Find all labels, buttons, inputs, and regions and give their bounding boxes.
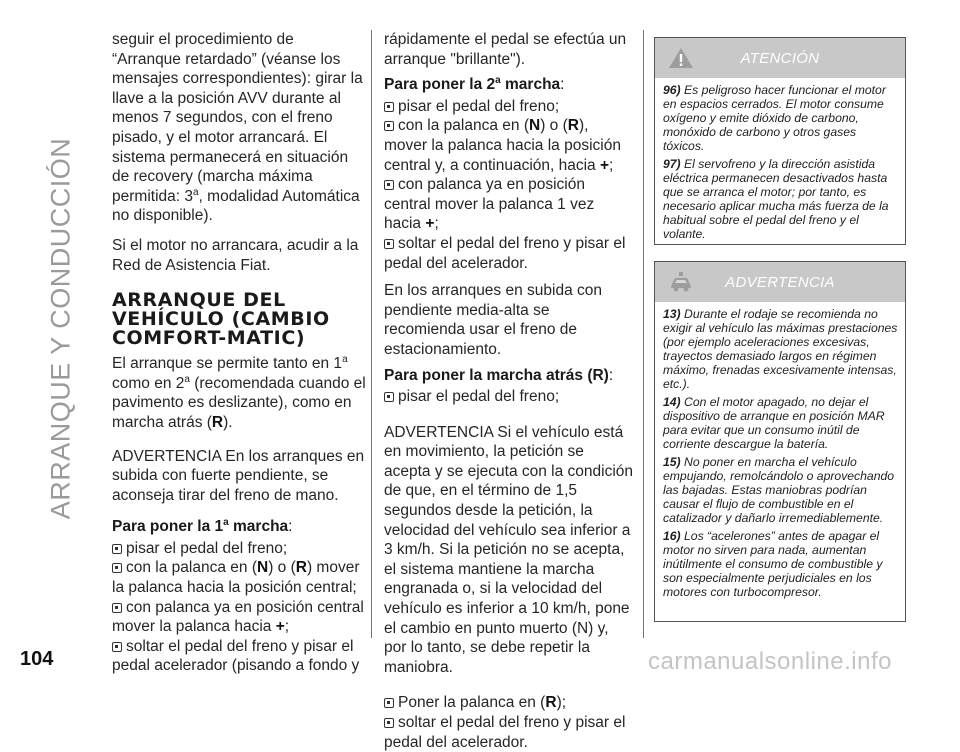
advertencia-item: 13) Durante el rodaje se recomienda no exigir al vehículo las máximas prestaciones (por ejemplo aceleraciones excesivas, trayectos demasiado largos en régimen máximo, frenadas excesivamente intensas, etc.). — [663, 307, 898, 391]
column-1 — [112, 30, 367, 676]
list-item: Poner la palanca en (R); — [384, 693, 634, 713]
paragraph: rápidamente el pedal se efectúa un arranque "brillante"). — [384, 31, 627, 68]
list-item: soltar el pedal del freno y pisar el pedal del acelerador. — [384, 234, 626, 272]
bullet-icon — [112, 642, 122, 652]
bullet-icon — [112, 563, 122, 573]
bullet-icon — [384, 698, 394, 708]
assistance-paragraph: Si el motor no arrancara, acudir a la Red de Asistencia Fiat. — [112, 236, 359, 274]
column-2 — [384, 30, 634, 752]
list-item: soltar el pedal del freno y pisar el pedal del acelerador. — [384, 714, 626, 751]
attention-body — [655, 78, 905, 251]
attention-item: 97) El servofreno y la dirección asistida eléctrica permanecen desactivados hasta que se arranca el motor; por tanto, es necesario aplicar mucha más fuerza de la habitual sobre el pedal del freno y el volante. — [663, 157, 889, 241]
column-divider — [371, 30, 372, 638]
car-hand-icon — [667, 270, 695, 294]
subheading-reverse: Para poner la marcha atrás (R): — [384, 366, 614, 384]
attention-header — [655, 38, 905, 78]
advertencia-title: ADVERTENCIA — [725, 273, 835, 291]
subheading-second-gear: Para poner la 2$^a$ marcha: — [384, 75, 565, 94]
list-item: pisar el pedal del freno; — [384, 387, 634, 407]
paragraph: En los arranques en subida con pendiente media-alta se recomienda usar el freno de estacionamiento. — [384, 282, 603, 358]
bullet-icon — [384, 102, 394, 112]
list-item: pisar el pedal del freno; — [112, 539, 367, 559]
attention-title: ATENCIÓN — [740, 49, 820, 67]
list-item: con palanca ya en posición central mover la palanca 1 vez hacia +; — [384, 176, 595, 233]
list-item: pisar el pedal del freno; — [384, 97, 634, 117]
bullet-icon — [384, 718, 394, 728]
warning-triangle-icon — [667, 46, 695, 70]
advertencia-header — [655, 262, 905, 302]
advertencia-item: 16) Los “acelerones” antes de apagar el motor no sirven para nada, aumentan inútilmente el consumo de combustible y son especialmente perjudiciales en los motores con turbocompresor. — [663, 529, 883, 599]
attention-box — [654, 37, 906, 245]
advertencia-box — [654, 261, 906, 622]
list-item: con palanca ya en posición central mover la palanca hacia +; — [112, 598, 364, 636]
column-divider — [643, 30, 644, 638]
list-item: con la palanca en (N) o (R), mover la palanca hacia la posición central y, a continuación, hacia +; — [384, 117, 621, 174]
section-side-title — [36, 18, 86, 638]
bullet-icon — [384, 180, 394, 190]
bullet-icon — [112, 603, 122, 613]
list-item: soltar el pedal del freno y pisar el pedal acelerador (pisando a fondo y — [112, 637, 360, 675]
watermark: carmanualsonline.info — [648, 648, 892, 675]
warning-paragraph: ADVERTENCIA En los arranques en subida con fuerte pendiente, se aconseja tirar del freno de mano. — [112, 447, 365, 504]
list-item: con la palanca en (N) o (R) mover la palanca hacia la posición central; — [112, 559, 360, 597]
page-number: 104 — [20, 648, 54, 670]
intro-paragraph: seguir el procedimiento de “Arranque retardado” (véanse los mensajes correspondientes): girar la llave a la posición AVV durante al menos 7 segundos, con el freno pisado, y el motor arrancará. El sistema permanecerá en situación de recovery (marcha máxima permitida: 3$^a$, modalidad Automática no disponible). — [112, 31, 363, 225]
bullet-icon — [384, 239, 394, 249]
start-paragraph: El arranque se permite tanto en 1$^a$ como en 2$^a$ (recomendada cuando el pavimento es deslizante), como en marcha atrás (R). — [112, 353, 366, 431]
warning-paragraph: ADVERTENCIA Si el vehículo está en movimiento, la petición se acepta y se ejecuta con la condición de que, en el término de 1,5 segundos desde la petición, la velocidad del vehículo sea inferior a 3 km/h. Si la petición no se acepta, el sistema mantiene la marcha engranada o, si la velocidad del vehículo es inferior a 10 km/h, pone el cambio en punto muerto (N) y, por lo tanto, se debe repetir la maniobra. — [384, 423, 634, 676]
advertencia-item: 14) Con el motor apagado, no dejar el dispositivo de arranque en posición MAR para evitar que un consumo inútil de corriente descargue la batería. — [663, 395, 885, 451]
advertencia-body — [655, 302, 905, 609]
advertencia-item: 15) No poner en marcha el vehículo empujando, remolcándolo o aprovechando las bajadas. Estas maniobras podrían causar el flujo de combustible en el catalizador y dañarlo irremediablemente. — [663, 455, 895, 525]
bullet-icon — [384, 392, 394, 402]
attention-item: 96) Es peligroso hacer funcionar el motor en espacios cerrados. El motor consume oxígeno y emite dióxido de carbono, monóxido de carbono y otros gases tóxicos. — [663, 83, 886, 153]
subheading-first-gear: Para poner la 1$^a$ marcha: — [112, 517, 293, 536]
bullet-icon — [112, 544, 122, 554]
section-heading: ARRANQUE DEL VEHÍCULO (CAMBIO COMFORT-MATIC) — [112, 289, 330, 350]
side-title-text: ARRANQUE Y CONDUCCIÓN — [45, 137, 76, 519]
bullet-icon — [384, 121, 394, 131]
